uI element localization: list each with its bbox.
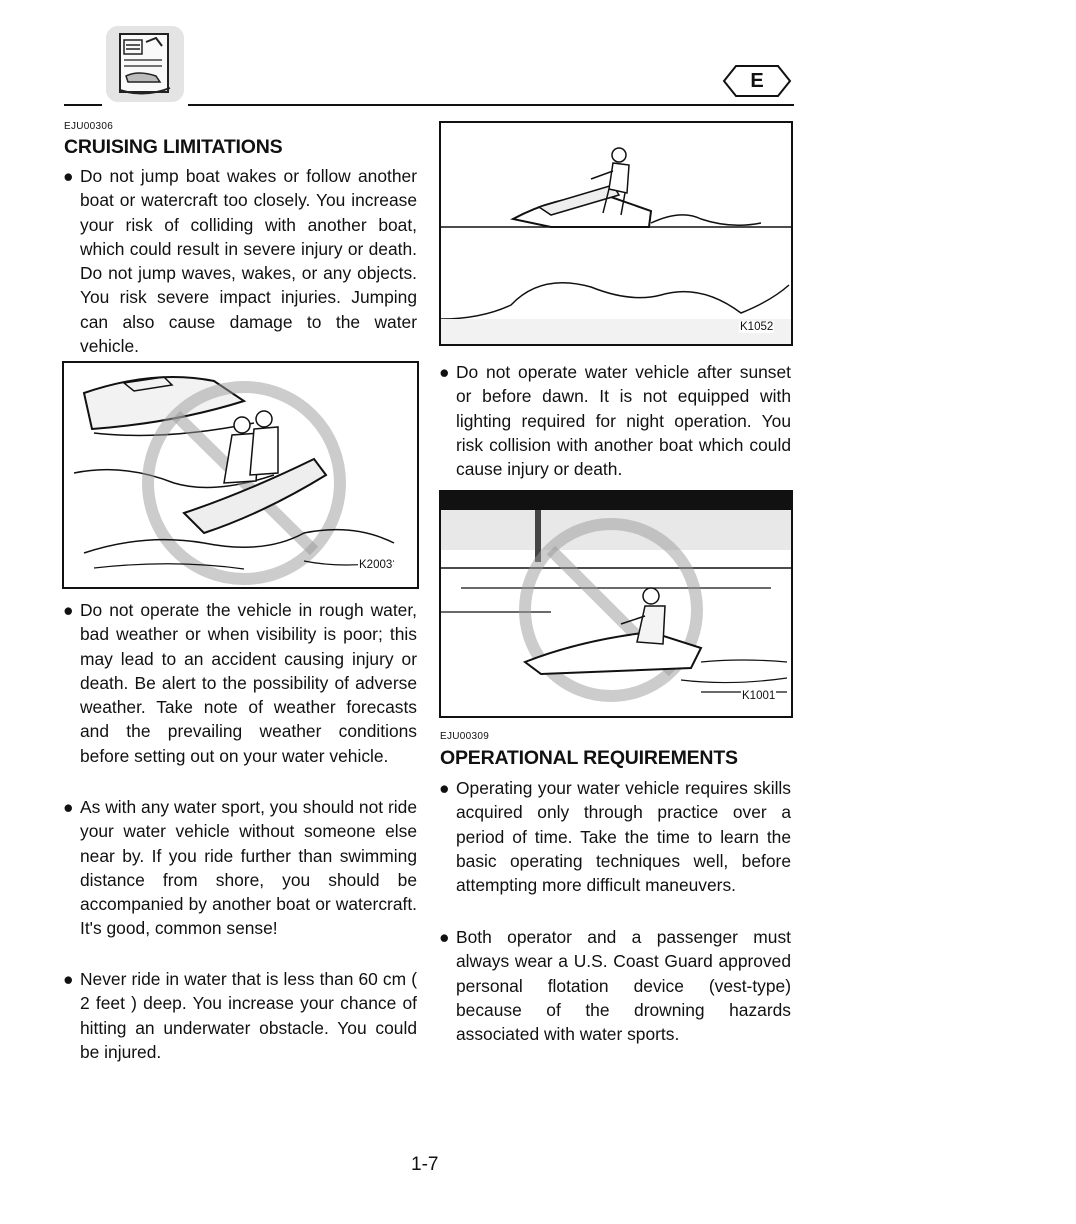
- language-badge: [722, 63, 792, 99]
- bullet-text: Do not jump boat wakes or follow another boat or watercraft too closely. You increase your risk of colliding with another boat, which could result in severe injury or death. Do not jump waves, wakes, or any objects. You risk severe impact injuries. Jumping can also cause damage to the water vehicle.: [80, 166, 417, 357]
- figure-wave-jump: [439, 121, 793, 346]
- header-rule-left: [64, 104, 102, 106]
- bullet-dot: ●: [439, 927, 450, 947]
- bullet-dot: ●: [439, 362, 450, 382]
- language-badge-letter: E: [750, 70, 764, 92]
- bullet-text: Do not operate the vehicle in rough water, bad weather or when visibility is poor; this may lead to an accident causing injury or death. Be alert to the possibility of adverse weather. Take note of weather forecasts and the prevailing weather conditions before setting out on your water vehicle.: [80, 600, 417, 766]
- bullet-dot: ●: [63, 600, 74, 620]
- figure-wake-jump: [62, 361, 419, 589]
- figure-label-k2003: K2003: [359, 559, 393, 571]
- section-title-cruising: CRUISING LIMITATIONS: [64, 136, 283, 158]
- bullet-night-operation: [439, 360, 791, 481]
- figure-label-k1001: K1001: [742, 690, 776, 702]
- bullet-text: As with any water sport, you should not ride your water vehicle without someone else near by. If you ride further than swimming distance from shore, you should be accompanied by another boat or watercraft. It's good, common sense!: [80, 797, 417, 939]
- bullet-text: Both operator and a passenger must always wear a U.S. Coast Guard approved personal flotation device (vest-type) because of the drowning hazards associated with water sports.: [456, 927, 791, 1045]
- bullet-dot: ●: [439, 778, 450, 798]
- header-rule-right: [188, 104, 794, 106]
- page-number: 1-7: [411, 1154, 439, 1175]
- bullet-flotation-device: [439, 925, 791, 1046]
- figure-night-riding: [439, 490, 793, 718]
- bullet-shallow-water: [63, 967, 417, 1064]
- bullet-dot: ●: [63, 797, 74, 817]
- bullet-text: Operating your water vehicle requires skills acquired only through practice over a period of time. Take the time to learn the basic operating techniques well, before attempting more difficult maneuvers.: [456, 778, 791, 896]
- section-code-operational: EJU00309: [440, 731, 490, 742]
- bullet-ride-alone: [63, 795, 417, 941]
- bullet-text: Do not operate water vehicle after sunset or before dawn. It is not equipped with lighting required for night operation. You risk collision with another boat which could cause injury or death.: [456, 362, 791, 480]
- bullet-skills-practice: [439, 776, 791, 897]
- bullet-text: Never ride in water that is less than 60 cm ( 2 feet ) deep. You increase your chance of hitting an underwater obstacle. You could be injured.: [80, 969, 417, 1062]
- section-title-operational: OPERATIONAL REQUIREMENTS: [440, 747, 738, 769]
- figure-label-k1052: K1052: [740, 321, 774, 333]
- bullet-dot: ●: [63, 166, 74, 186]
- section-code-cruising: EJU00306: [64, 121, 114, 132]
- manual-book-icon: [104, 24, 186, 104]
- bullet-dot: ●: [63, 969, 74, 989]
- bullet-jump-wakes: [63, 164, 417, 358]
- bullet-rough-water: [63, 598, 417, 768]
